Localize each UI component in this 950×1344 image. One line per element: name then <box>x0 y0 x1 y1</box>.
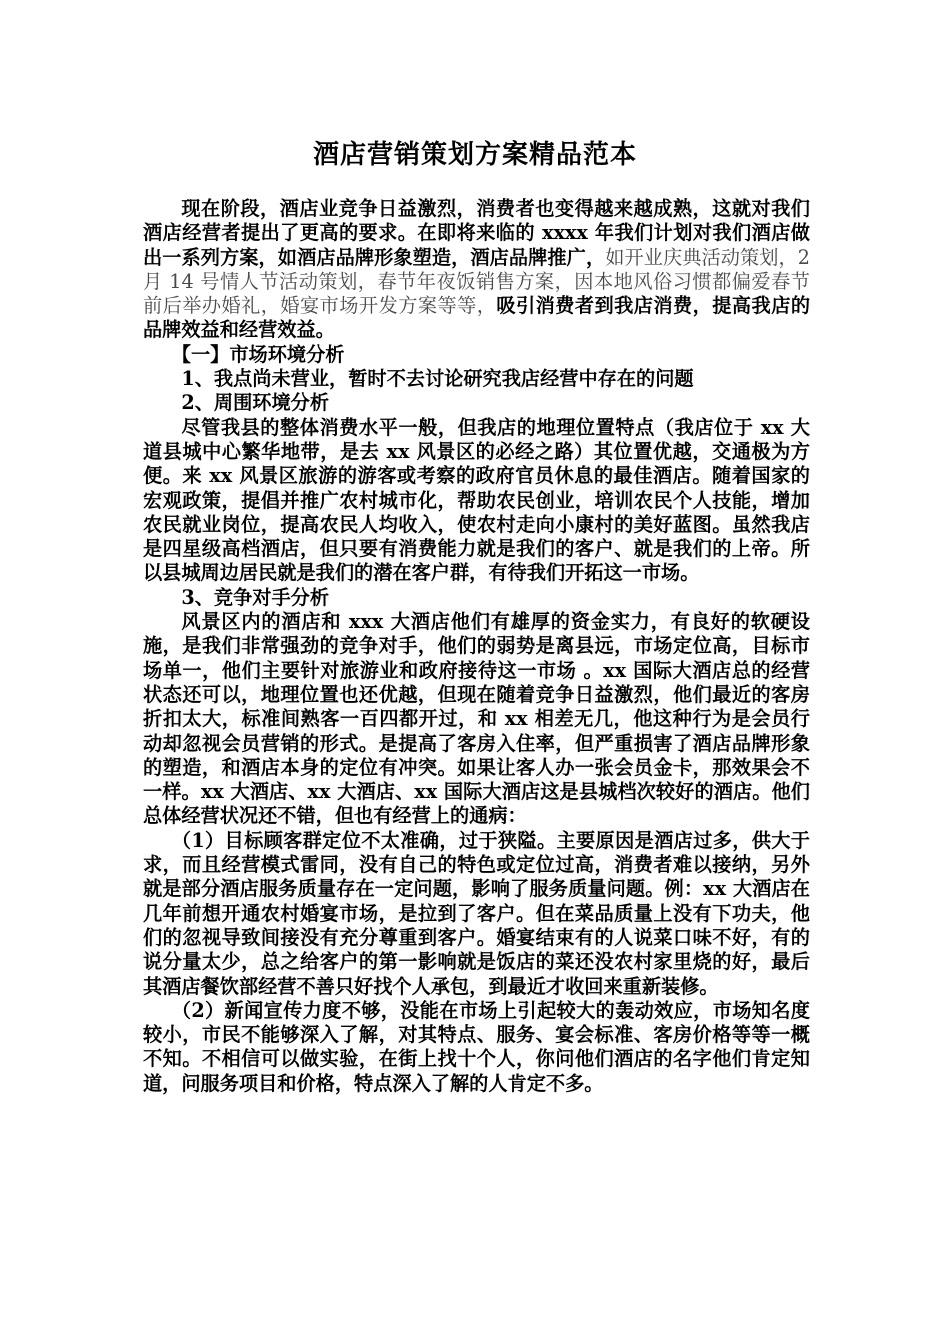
item-3-heading: 3、竞争对手分析 <box>181 585 330 609</box>
document-body <box>143 197 810 1096</box>
intro-paragraph <box>143 197 810 343</box>
intro-text-part1: 现在阶段，酒店业竞争日益激烈，消费者也变得越来越成熟，这就对我们酒店经营者提出了更高的要求。在即将来临的 xxxx 年我们计划对我们酒店做出一系列方案，如酒店品牌形象塑造，酒店品牌推广， <box>143 197 810 269</box>
section-heading-market-analysis: 【一】市场环境分析 <box>171 342 345 366</box>
intro-text-part3: 吸引消费者到我店消费，提高我店的品牌效益和经营效益。 <box>143 294 811 342</box>
competitor-paragraph: 风景区内的酒店和 xxx 大酒店他们有雄厚的资金实力，有良好的软硬设施，是我们非常强劲的竞争对手，他们的弱势是离县远，市场定位高，目标市场单一，他们主要针对旅游业和政府接待这一市场 。xx 国际大酒店总的经营状态还可以，地理位置也还优越，但现在随着竞争日益激烈，他们最近的客房折扣太大，标准间熟客一百四都开过，和 xx 相差无几，他这种行为是会员行动却忽视会员营销的形式。是提高了客房入住率，但严重损害了酒店品牌形象的塑造，和酒店本身的定位有冲突。如果让客人办一张会员金卡，那效果会不一样。xx 大酒店、xx 大酒店、xx 国际大酒店这是县城档次较好的酒店。他们总体经营状况还不错，但也有经营上的通病： <box>143 610 810 828</box>
item-2-heading: 2、周围环境分析 <box>181 391 330 415</box>
item-1-heading: 1、我点尚未营业，暂时不去讨论研究我店经营中存在的问题 <box>181 367 694 391</box>
surroundings-paragraph: 尽管我县的整体消费水平一般，但我店的地理位置特点（我店位于 xx 大道县城中心繁华地带，是去 xx 风景区的必经之路）其位置优越，交通极为方便。来 xx 风景区旅游的游客或考察的政府官员休息的最佳酒店。随着国家的宏观政策，提倡并推广农村城市化，帮助农民创业，培训农民个人技能，增加农民就业岗位，提高农民人均收入，使农村走向小康村的美好蓝图。虽然我店是四星级高档酒店，但只要有消费能力就是我们的客户、就是我们的上帝。所以县城周边居民就是我们的潜在客户群，有待我们开拓这一市场。 <box>143 415 810 585</box>
problem-1-paragraph: （1）目标顾客群定位不太准确，过于狭隘。主要原因是酒店过多，供大于求，而且经营模式雷同，没有自己的特色或定位过高，消费者难以接纳，另外就是部分酒店服务质量存在一定问题，影响了服务质量问题。例：xx 大酒店在几年前想开通农村婚宴市场，是拉到了客户。但在菜品质量上没有下功夫，他们的忽视导致间接没有充分尊重到客户。婚宴结束有的人说菜口味不好，有的说分量太少，总之给客户的第一影响就是饭店的菜还没农村家里烧的好，最后其酒店餐饮部经营不善只好找个人承包，到最近才收回来重新装修。 <box>143 828 810 998</box>
problem-2-paragraph: （2）新闻宣传力度不够，没能在市场上引起较大的轰动效应，市场知名度较小，市民不能够深入了解，对其特点、服务、宴会标准、客房价格等等一概不知。不相信可以做实验，在街上找十个人，你问他们酒店的名字他们肯定知道，问服务项目和价格，特点深入了解的人肯定不多。 <box>143 998 810 1095</box>
intro-text-part2: 如开业庆典活动策划，2 月 14 号情人节活动策划，春节年夜饭销售方案，因本地风俗习惯都偏爱春节前后举办婚礼，婚宴市场开发方案等等， <box>143 245 810 318</box>
document-title: 酒店营销策划方案精品范本 <box>312 140 637 170</box>
